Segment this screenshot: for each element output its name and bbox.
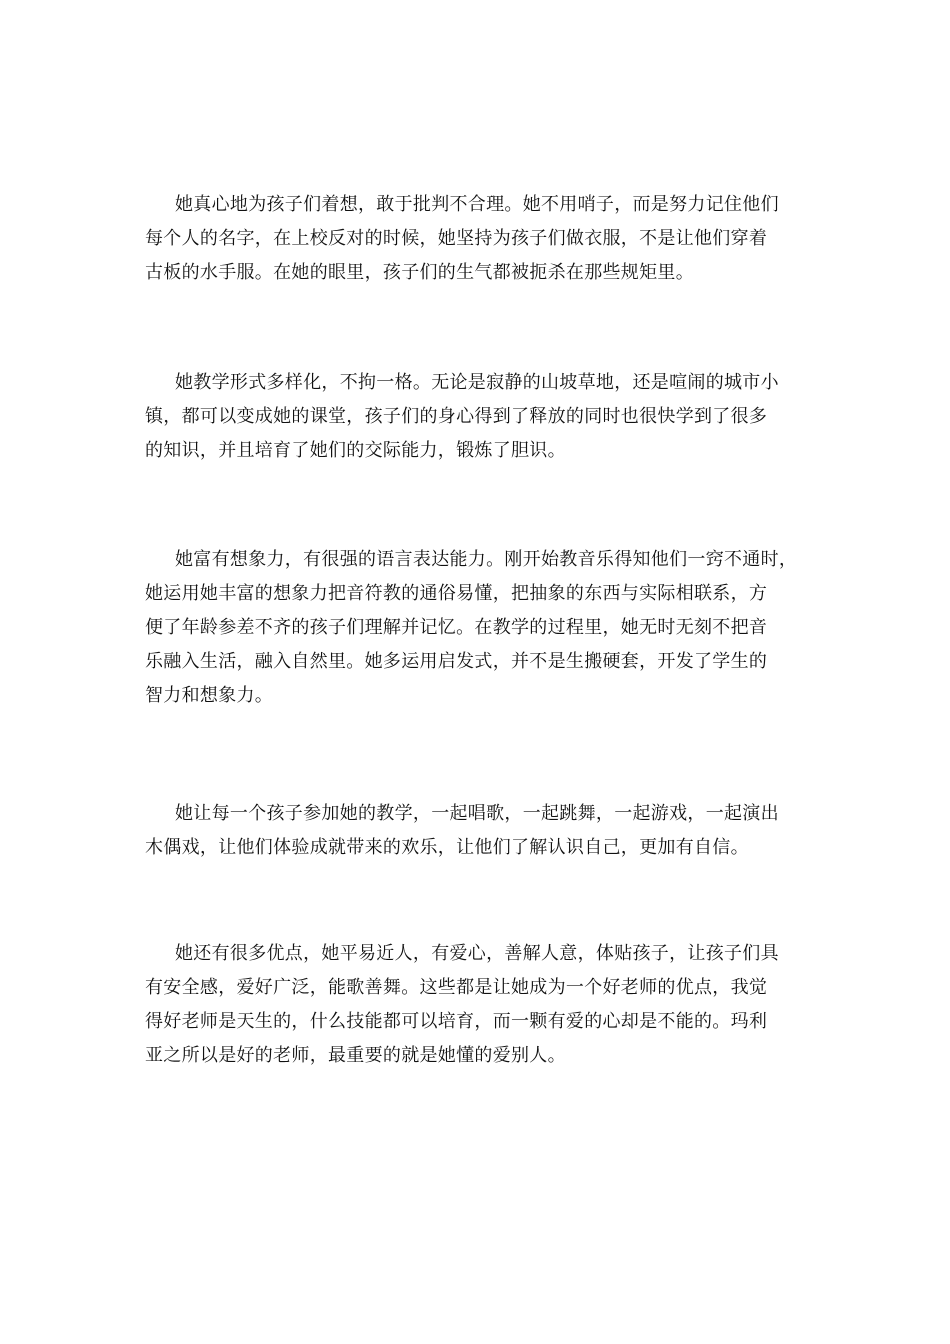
- paragraph-line: 她还有很多优点，她平易近人，有爱心，善解人意，体贴孩子，让孩子们具: [175, 943, 779, 964]
- paragraph-line: 她让每一个孩子参加她的教学，一起唱歌，一起跳舞，一起游戏，一起演出: [175, 803, 779, 824]
- paragraph-line: 她真心地为孩子们着想，敢于批判不合理。她不用哨子，而是努力记住他们: [175, 194, 779, 215]
- paragraph-2: [145, 366, 815, 468]
- paragraph-line: 亚之所以是好的老师，最重要的就是她懂的爱别人。: [145, 1045, 566, 1066]
- paragraph-line: 智力和想象力。: [145, 685, 274, 706]
- paragraph-line: 她运用她丰富的想象力把音符教的通俗易懂，把抽象的东西与实际相联系，方: [145, 583, 768, 604]
- paragraph-line: 古板的水手服。在她的眼里，孩子们的生气都被扼杀在那些规矩里。: [145, 262, 694, 283]
- paragraph-line: 的知识，并且培育了她们的交际能力，锻炼了胆识。: [145, 440, 566, 461]
- paragraph-line: 便了年龄参差不齐的孩子们理解并记忆。在教学的过程里，她无时无刻不把音: [145, 617, 768, 638]
- paragraph-3: [145, 543, 815, 713]
- paragraph-line: 有安全感，爱好广泛，能歌善舞。这些都是让她成为一个好老师的优点，我觉: [145, 977, 768, 998]
- paragraph-5: [145, 937, 815, 1073]
- paragraph-1: [145, 188, 815, 290]
- paragraph-line: 得好老师是天生的，什么技能都可以培育，而一颗有爱的心却是不能的。玛利: [145, 1011, 768, 1032]
- paragraph-4: [145, 797, 815, 865]
- paragraph-line: 每个人的名字，在上校反对的时候，她坚持为孩子们做衣服，不是让他们穿着: [145, 228, 768, 249]
- paragraph-line: 木偶戏，让他们体验成就带来的欢乐，让他们了解认识自己，更加有自信。: [145, 837, 749, 858]
- paragraph-line: 她教学形式多样化，不拘一格。无论是寂静的山坡草地，还是喧闹的城市小: [175, 372, 779, 393]
- paragraph-line: 乐融入生活，融入自然里。她多运用启发式，并不是生搬硬套，开发了学生的: [145, 651, 768, 672]
- paragraph-line: 她富有想象力，有很强的语言表达能力。刚开始教音乐得知他们一窍不通时，: [175, 549, 798, 570]
- paragraph-line: 镇，都可以变成她的课堂，孩子们的身心得到了释放的同时也很快学到了很多: [145, 406, 768, 427]
